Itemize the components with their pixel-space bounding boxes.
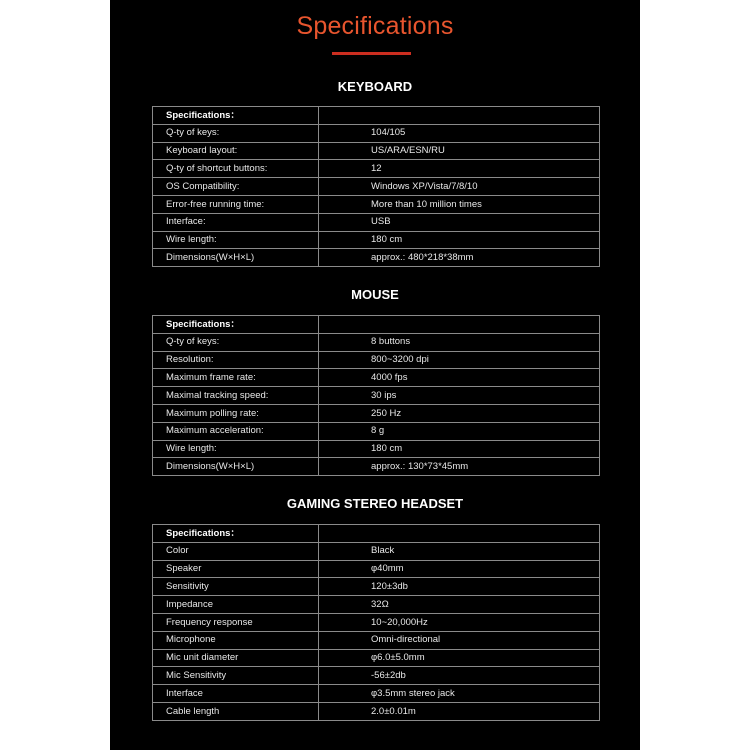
spec-value: 800~3200 dpi <box>319 351 600 369</box>
spec-label: Error-free running time: <box>153 195 319 213</box>
spec-value: φ40mm <box>319 560 600 578</box>
spec-label: Maximum acceleration: <box>153 422 319 440</box>
spec-value: 2.0±0.01m <box>319 702 600 720</box>
table-row <box>153 178 600 196</box>
table-header-row <box>153 525 600 543</box>
keyboard-section-title: KEYBOARD <box>337 79 413 94</box>
page-title: Specifications <box>296 12 454 40</box>
spec-value: 180 cm <box>319 440 600 458</box>
spec-label: Interface <box>153 685 319 703</box>
spec-value: φ3.5mm stereo jack <box>319 685 600 703</box>
spec-value: 104/105 <box>319 124 600 142</box>
keyboard-spec-table <box>152 106 600 267</box>
spec-value: 30 ips <box>319 387 600 405</box>
table-row <box>153 542 600 560</box>
table-row <box>153 667 600 685</box>
headset-spec-table <box>152 524 600 721</box>
table-row <box>153 249 600 267</box>
table-row <box>153 560 600 578</box>
spec-label: Q-ty of keys: <box>153 124 319 142</box>
table-row <box>153 124 600 142</box>
spec-value: US/ARA/ESN/RU <box>319 142 600 160</box>
spec-label: Dimensions(W×H×L) <box>153 249 319 267</box>
spec-value: 120±3db <box>319 578 600 596</box>
spec-value: 180 cm <box>319 231 600 249</box>
spec-label: Q-ty of keys: <box>153 333 319 351</box>
spec-label: Sensitivity <box>153 578 319 596</box>
table-header-row <box>153 107 600 125</box>
table-row <box>153 369 600 387</box>
table-row <box>153 160 600 178</box>
spec-label: Cable length <box>153 702 319 720</box>
spec-value: 12 <box>319 160 600 178</box>
header-value <box>319 316 600 334</box>
title-underline <box>332 52 411 55</box>
table-row <box>153 613 600 631</box>
table-row <box>153 631 600 649</box>
table-row <box>153 213 600 231</box>
table-row <box>153 422 600 440</box>
table-row <box>153 596 600 614</box>
spec-value: Windows XP/Vista/7/8/10 <box>319 178 600 196</box>
spec-label: Dimensions(W×H×L) <box>153 458 319 476</box>
spec-value: 250 Hz <box>319 404 600 422</box>
spec-label: Wire length: <box>153 231 319 249</box>
spec-label: Maximal tracking speed: <box>153 387 319 405</box>
mouse-spec-table <box>152 315 600 476</box>
spec-value: USB <box>319 213 600 231</box>
table-row <box>153 333 600 351</box>
spec-value: 8 g <box>319 422 600 440</box>
table-row <box>153 351 600 369</box>
header-label: Specifications： <box>153 316 319 334</box>
spec-value: approx.: 130*73*45mm <box>319 458 600 476</box>
table-row <box>153 458 600 476</box>
mouse-section-title: MOUSE <box>351 287 399 302</box>
spec-value: 32Ω <box>319 596 600 614</box>
spec-label: Wire length: <box>153 440 319 458</box>
spec-value: Black <box>319 542 600 560</box>
header-value <box>319 525 600 543</box>
spec-label: Color <box>153 542 319 560</box>
header-value <box>319 107 600 125</box>
table-row <box>153 142 600 160</box>
table-row <box>153 404 600 422</box>
spec-label: Maximum frame rate: <box>153 369 319 387</box>
table-row <box>153 440 600 458</box>
table-row <box>153 649 600 667</box>
spec-label: Mic Sensitivity <box>153 667 319 685</box>
spec-value: φ6.0±5.0mm <box>319 649 600 667</box>
table-header-row <box>153 316 600 334</box>
spec-value: approx.: 480*218*38mm <box>319 249 600 267</box>
spec-value: Omni-directional <box>319 631 600 649</box>
spec-label: Speaker <box>153 560 319 578</box>
spec-value: More than 10 million times <box>319 195 600 213</box>
spec-label: Frequency response <box>153 613 319 631</box>
spec-sheet <box>110 0 640 750</box>
spec-value: -56±2db <box>319 667 600 685</box>
table-row <box>153 702 600 720</box>
spec-label: Q-ty of shortcut buttons: <box>153 160 319 178</box>
header-label: Specifications： <box>153 107 319 125</box>
spec-label: Impedance <box>153 596 319 614</box>
spec-label: Maximum polling rate: <box>153 404 319 422</box>
table-row <box>153 685 600 703</box>
spec-label: Keyboard layout: <box>153 142 319 160</box>
table-row <box>153 387 600 405</box>
spec-label: Microphone <box>153 631 319 649</box>
spec-value: 8 buttons <box>319 333 600 351</box>
spec-label: Mic unit diameter <box>153 649 319 667</box>
table-row <box>153 231 600 249</box>
header-label: Specifications： <box>153 525 319 543</box>
spec-label: Interface: <box>153 213 319 231</box>
spec-value: 4000 fps <box>319 369 600 387</box>
spec-label: Resolution: <box>153 351 319 369</box>
headset-section-title: GAMING STEREO HEADSET <box>286 496 464 511</box>
spec-value: 10~20,000Hz <box>319 613 600 631</box>
table-row <box>153 578 600 596</box>
spec-label: OS Compatibility: <box>153 178 319 196</box>
table-row <box>153 195 600 213</box>
